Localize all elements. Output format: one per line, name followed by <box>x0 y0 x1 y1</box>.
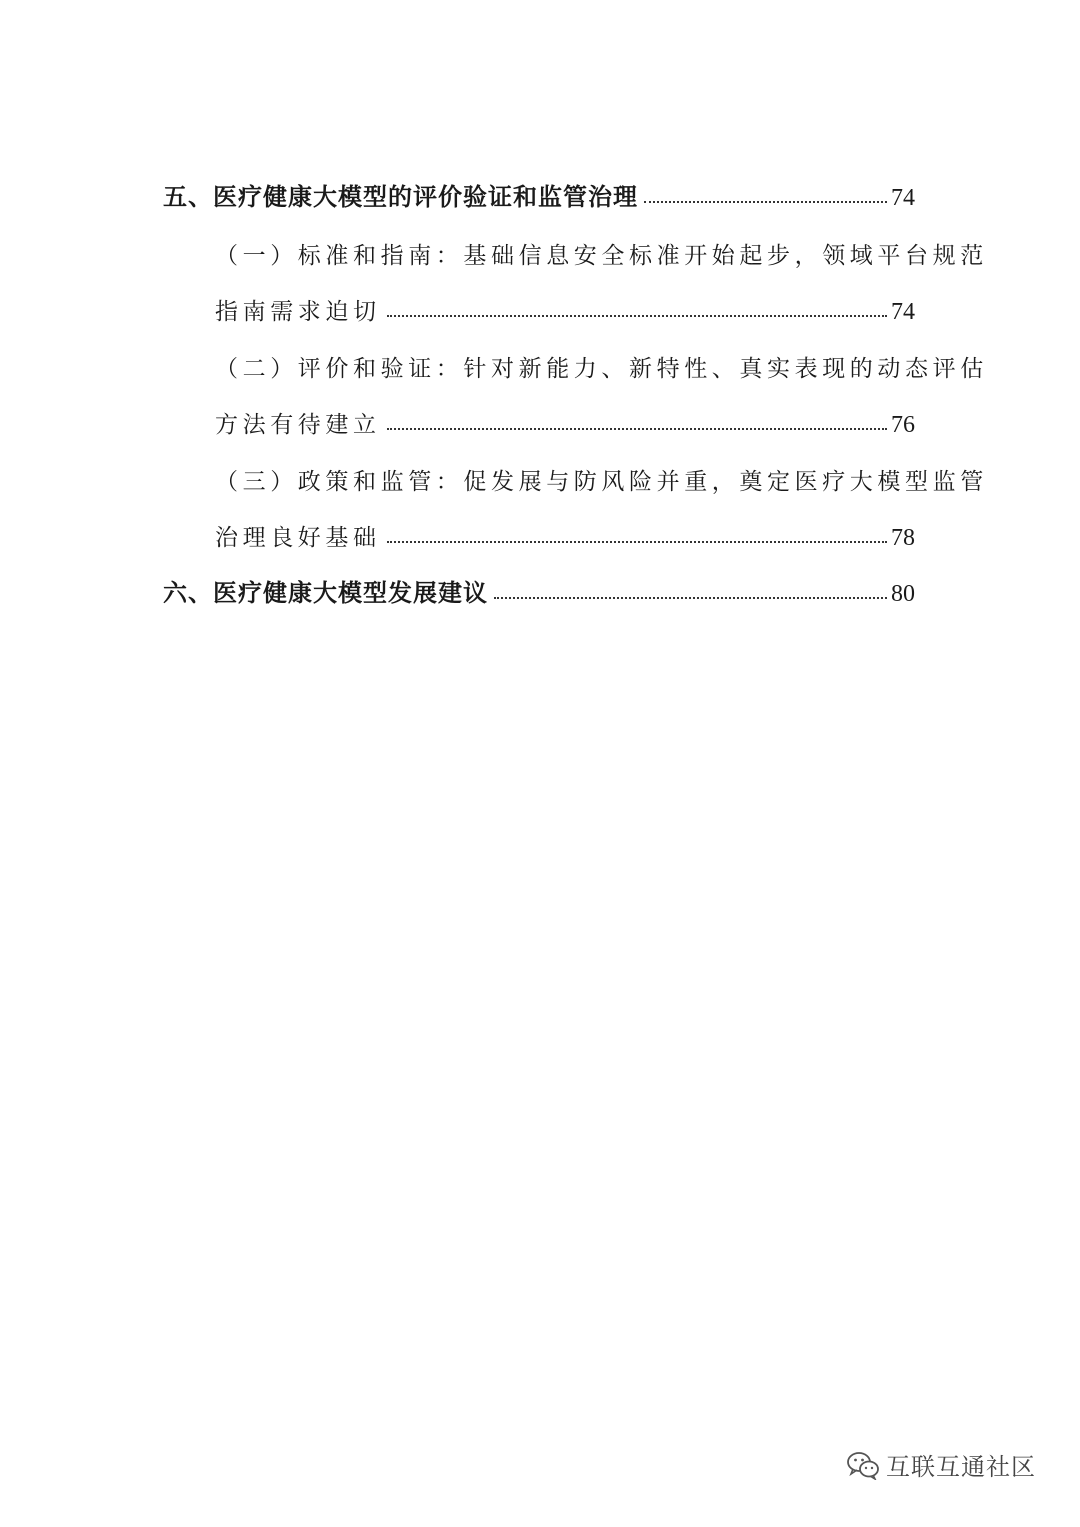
dot-leader <box>387 541 887 543</box>
toc-section-5-1-line1: （一）标准和指南：基础信息安全标准开始起步，领域平台规范 <box>215 243 988 269</box>
watermark-text: 互联互通社区 <box>886 1453 1036 1481</box>
toc-section-5-2[interactable] <box>163 339 988 383</box>
watermark <box>846 1447 1036 1482</box>
toc-section-5-3-page: 78 <box>891 525 915 551</box>
toc-section-5-2-page: 76 <box>891 412 915 438</box>
toc-chapter-5[interactable] <box>163 168 915 212</box>
toc-section-5-2-line1: （二）评价和验证：针对新能力、新特性、真实表现的动态评估 <box>215 356 988 382</box>
toc-section-5-2-cont[interactable] <box>163 395 915 439</box>
toc-section-5-3-line2: 治理良好基础 <box>215 525 381 551</box>
toc-chapter-5-page: 74 <box>891 185 915 211</box>
toc-section-5-3-cont[interactable] <box>163 508 915 552</box>
toc-section-5-1-page: 74 <box>891 299 915 325</box>
toc-chapter-6-page: 80 <box>891 581 915 607</box>
toc-section-5-1[interactable] <box>163 226 988 270</box>
toc-section-5-1-line2: 指南需求迫切 <box>215 299 381 325</box>
toc-section-5-1-cont[interactable] <box>163 282 915 326</box>
dot-leader <box>644 201 887 203</box>
toc-chapter-5-title: 五、医疗健康大模型的评价验证和监管治理 <box>163 183 638 211</box>
toc-chapter-6-title: 六、医疗健康大模型发展建议 <box>163 579 488 607</box>
toc-chapter-6[interactable] <box>163 564 915 608</box>
toc-section-5-3-line1: （三）政策和监管：促发展与防风险并重，奠定医疗大模型监管 <box>215 469 988 495</box>
dot-leader <box>387 428 887 430</box>
wechat-icon <box>846 1450 880 1480</box>
dot-leader <box>494 597 887 599</box>
toc-section-5-2-line2: 方法有待建立 <box>215 412 381 438</box>
dot-leader <box>387 315 887 317</box>
toc-section-5-3[interactable] <box>163 452 988 496</box>
